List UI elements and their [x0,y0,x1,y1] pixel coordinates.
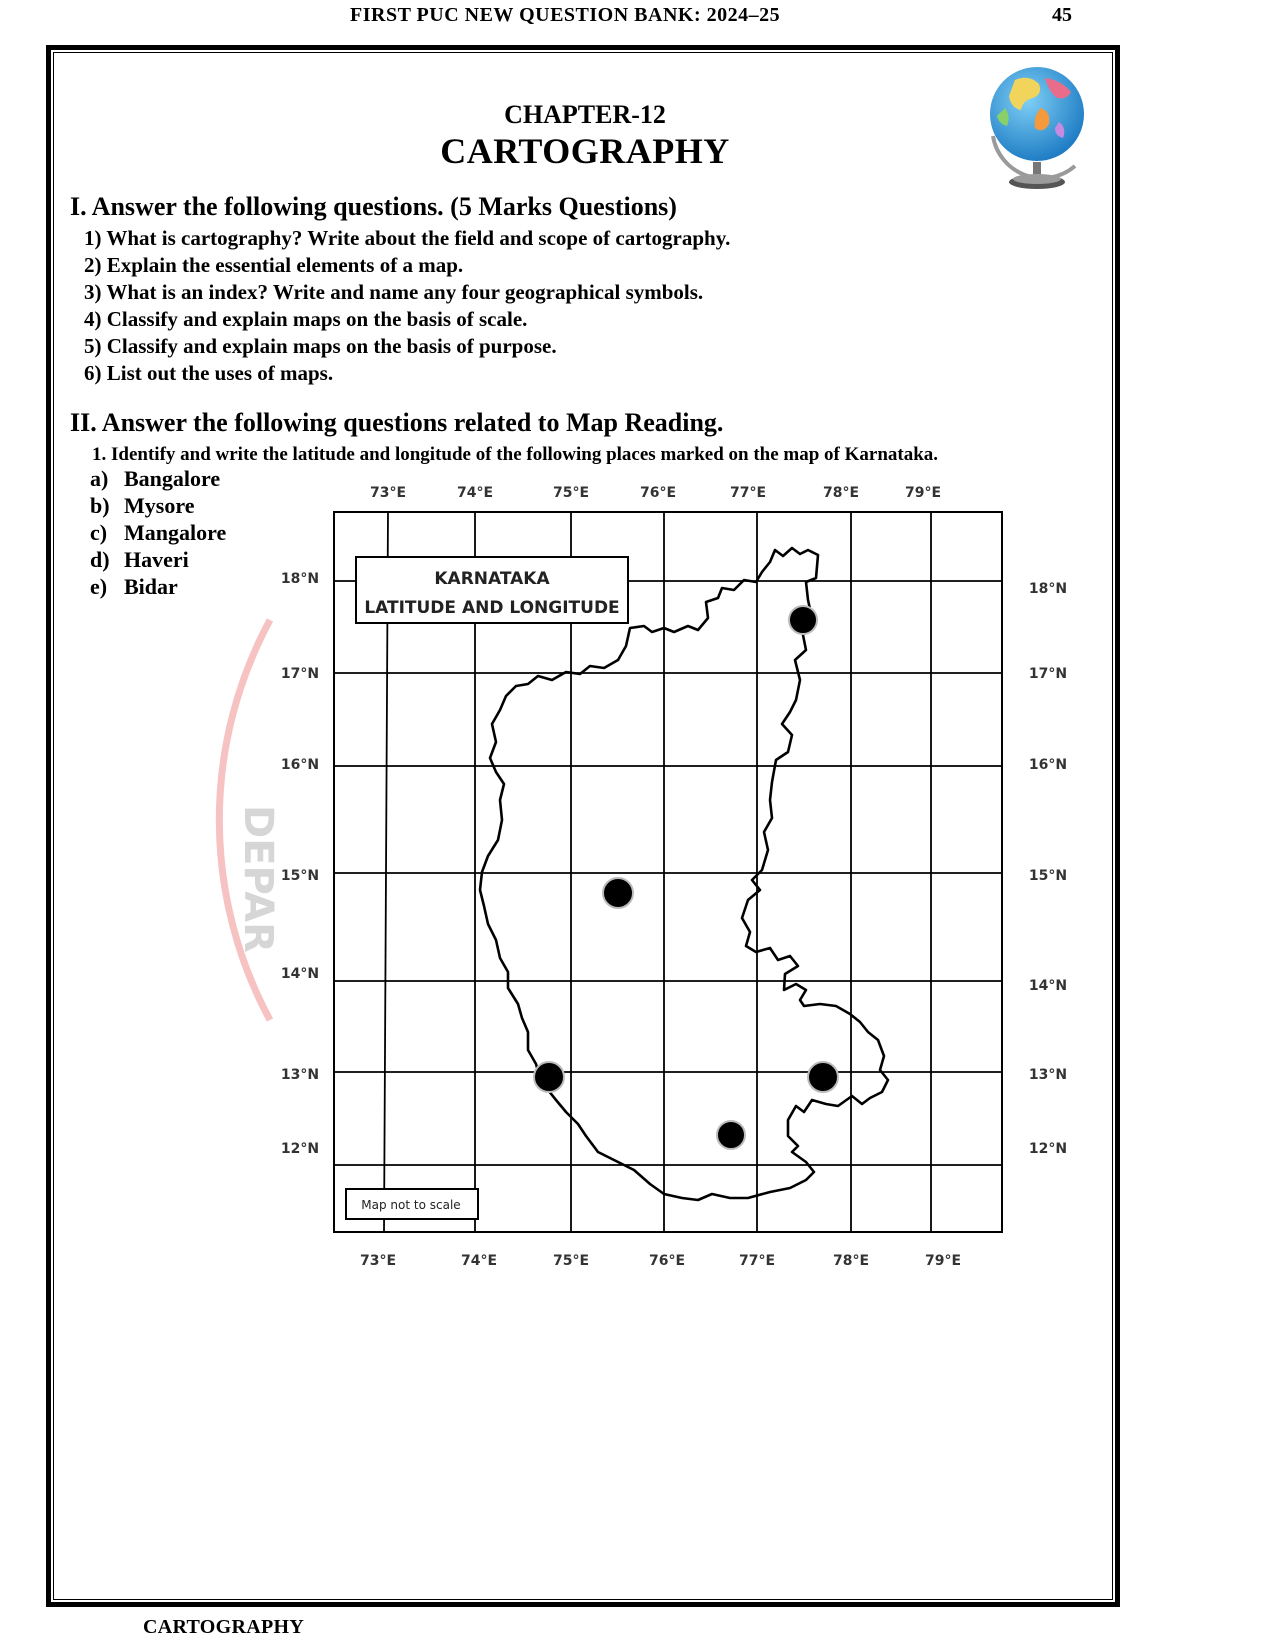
lat-label-right: 13°N [1028,1067,1068,1083]
lat-label-right: 15°N [1028,868,1068,884]
location-marker [717,1121,745,1149]
section-1-heading: I. Answer the following questions. (5 Marks Questions) [70,192,677,221]
location-marker [603,878,633,908]
lat-label-left: 18°N [280,571,320,587]
chapter-title: CARTOGRAPHY [440,131,730,171]
map-question: 1. Identify and write the latitude and longitude of the following places marked on the map of Karnataka. [92,444,939,465]
lat-label-right: 12°N [1028,1141,1068,1157]
lon-label-top: 73°E [369,485,407,501]
map-title-line2: LATITUDE AND LONGITUDE [364,598,620,618]
location-marker [534,1062,564,1092]
lat-label-right: 14°N [1028,978,1068,994]
lon-label-top: 78°E [822,485,860,501]
question-item: 6) List out the uses of maps. [84,361,334,385]
karnataka-map [195,475,1075,1290]
place-item-mangalore: c) Mangalore [90,520,227,545]
lon-label-bottom: 74°E [460,1253,498,1269]
lon-label-bottom: 79°E [924,1253,962,1269]
lat-label-right: 16°N [1028,757,1068,773]
question-item: 3) What is an index? Write and name any four geographical symbols. [84,280,704,304]
lat-label-left: 14°N [280,966,320,982]
question-item: 4) Classify and explain maps on the basis of scale. [84,307,528,331]
lat-label-left: 17°N [280,666,320,682]
place-item-bangalore: a) Bangalore [90,466,221,491]
page-number: 45 [1052,4,1072,26]
running-head: FIRST PUC NEW QUESTION BANK: 2024–25 [350,4,781,26]
lon-label-bottom: 78°E [832,1253,870,1269]
lat-label-left: 12°N [280,1141,320,1157]
lat-label-left: 16°N [280,757,320,773]
footer-label: CARTOGRAPHY [143,1616,305,1638]
section-2-heading: II. Answer the following questions related to Map Reading. [70,408,724,437]
lat-label-right: 17°N [1028,666,1068,682]
karnataka-outline [480,548,888,1200]
lon-label-bottom: 73°E [359,1253,397,1269]
place-item-bidar: e) Bidar [90,574,178,599]
question-item: 5) Classify and explain maps on the basis of purpose. [84,334,557,358]
question-list [84,225,730,387]
watermark-text: DEPAR [235,805,281,953]
question-item: 2) Explain the essential elements of a map. [84,253,464,277]
lon-label-top: 74°E [456,485,494,501]
lon-label-top: 76°E [639,485,677,501]
chapter-number: CHAPTER-12 [504,100,666,129]
lat-label-left: 13°N [280,1067,320,1083]
lon-label-top: 75°E [552,485,590,501]
scale-note: Map not to scale [361,1198,461,1212]
question-item: 1) What is cartography? Write about the field and scope of cartography. [84,226,731,250]
lon-label-top: 77°E [729,485,767,501]
location-marker [808,1062,838,1092]
lat-label-right: 18°N [1028,581,1068,597]
lat-label-left: 15°N [280,868,320,884]
lon-label-bottom: 75°E [552,1253,590,1269]
lon-label-top: 79°E [904,485,942,501]
location-marker [789,606,817,634]
place-item-haveri: d) Haveri [90,547,189,572]
place-markers [534,606,838,1149]
lon-label-bottom: 76°E [648,1253,686,1269]
lon-label-bottom: 77°E [738,1253,776,1269]
place-item-mysore: b) Mysore [90,493,195,518]
map-title-line1: KARNATAKA [434,569,550,589]
